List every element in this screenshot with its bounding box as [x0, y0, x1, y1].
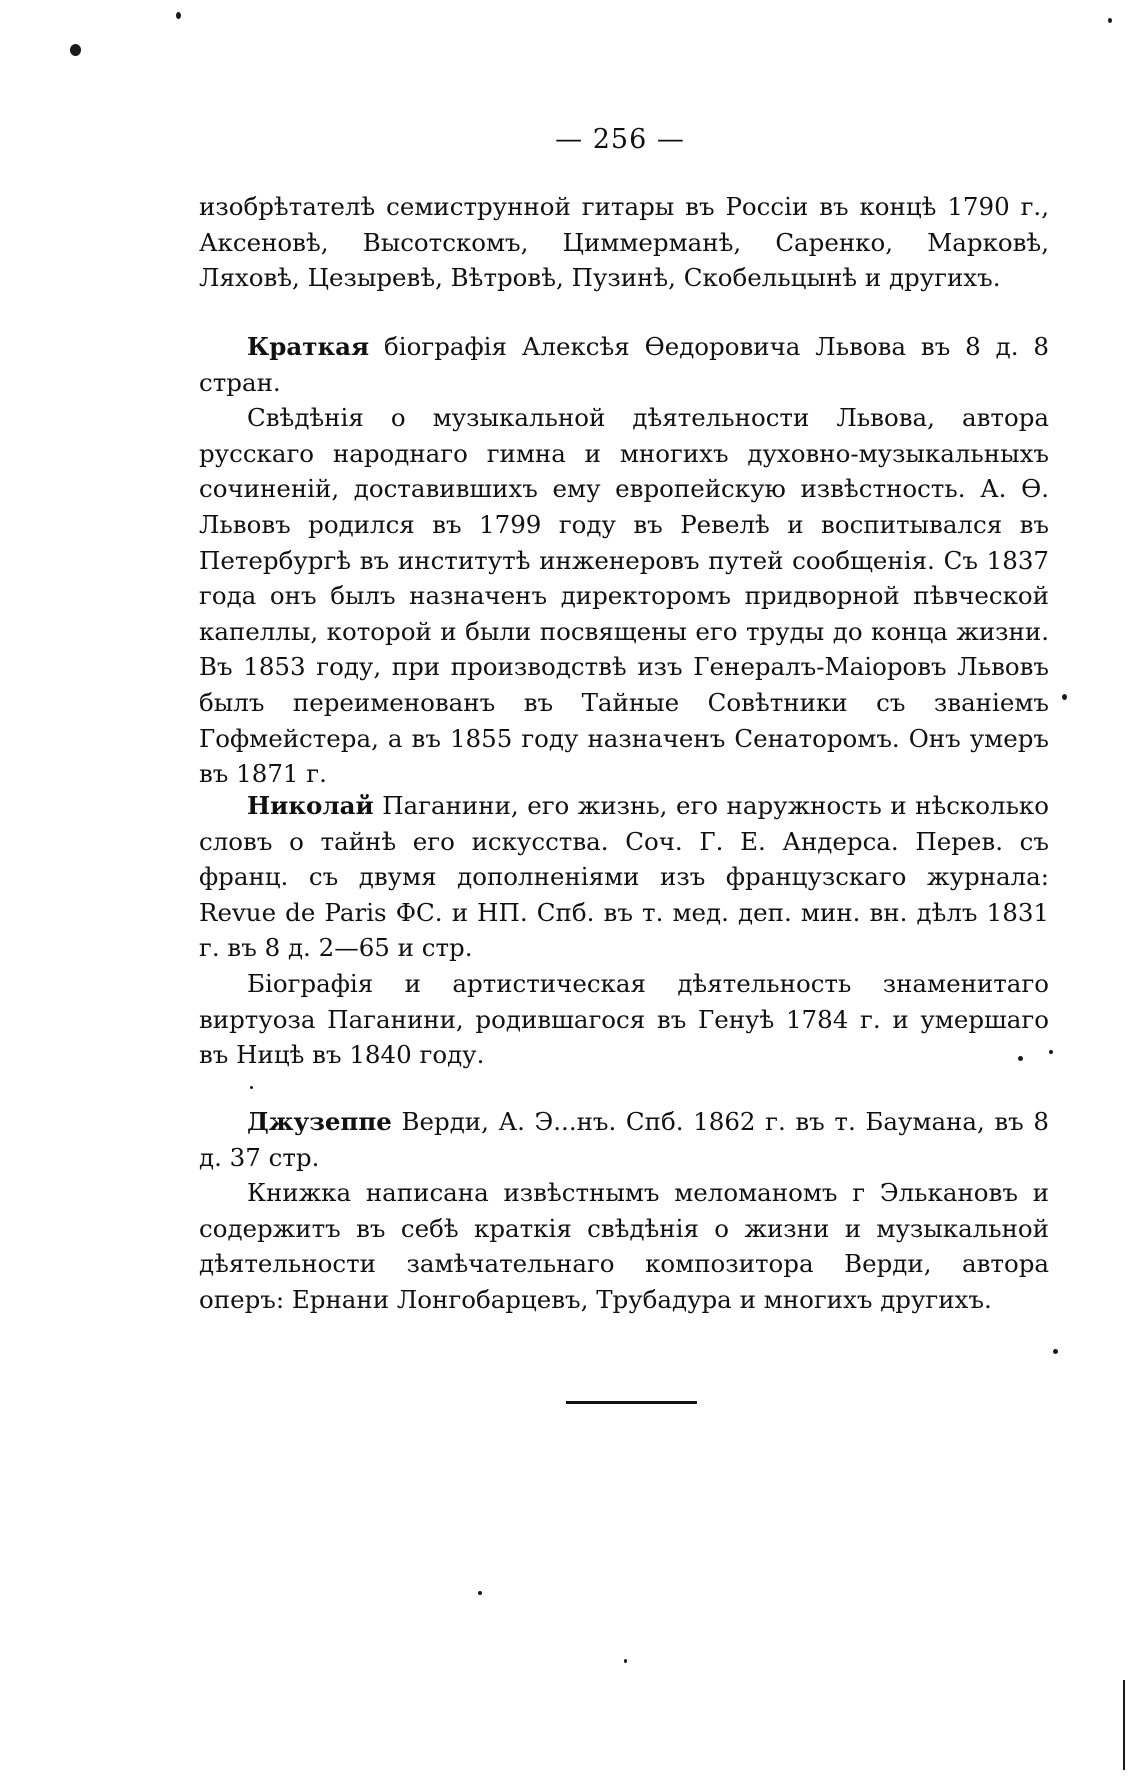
entry-title: Краткая: [247, 332, 370, 361]
entry-citation-text: Верди, А. Э...нъ. Спб. 1862 г. въ т. Баумана, въ 8 д. 37 стр.: [199, 1107, 1049, 1172]
entry-description: Книжка написана извѣстнымъ меломаномъ г Элькановъ и содержитъ въ себѣ краткія свѣдѣнія о жизни и музыкальной дѣятельности замѣчательнаго композитора Верди, автора оперъ: Ернани Лонгобарцевъ, Трубадура и многихъ другихъ.: [199, 1178, 1049, 1314]
entry-lvov-biography: [199, 329, 1049, 792]
scan-speck: [478, 1591, 482, 1595]
entry-verdi: [199, 1104, 1049, 1318]
scan-speck: [1018, 1056, 1023, 1061]
entry-citation-text: біографія Алексѣя Ѳедоровича Львова въ 8 д. 8 стран.: [199, 332, 1049, 397]
entry-title: Джузеппе: [247, 1107, 392, 1136]
entry-citation-text: Паганини, его жизнь, его наружность и нѣсколько словъ о тайнѣ его искусства. Соч. Г. Е. Андерса. Перев. съ франц. съ двумя дополненіями изъ французскаго журнала: Revue de Paris ФС. и НП. Спб. въ т. мед. деп. мин. вн. дѣлъ 1831 г. въ 8 д. 2—65 и стр.: [199, 791, 1049, 963]
section-end-rule: [566, 1401, 697, 1404]
intro-text: изобрѣтателѣ семиструнной гитары въ Россіи въ концѣ 1790 г., Аксеновѣ, Высотскомъ, Циммерманѣ, Саренко, Марковѣ, Ляховѣ, Цезыревѣ, Вѣтровѣ, Пузинѣ, Скобельцынѣ и другихъ.: [199, 192, 1049, 293]
scan-speck: [1108, 18, 1112, 23]
entry-paganini: [199, 788, 1049, 1073]
scan-speck: [1053, 1349, 1058, 1354]
entry-title: Николай: [247, 791, 374, 820]
entry-citation: [199, 788, 1049, 966]
entry-citation: [199, 329, 1049, 400]
entry-citation: [199, 1104, 1049, 1175]
entry-description: Біографія и артистическая дѣятельность знаменитаго виртуоза Паганини, родившагося въ Генуѣ 1784 г. и умершаго въ Ницѣ въ 1840 году.: [199, 968, 1049, 1070]
scan-speck: [176, 12, 181, 19]
scan-speck: [1062, 694, 1067, 700]
intro-paragraph: [199, 189, 1049, 296]
entry-description: Свѣдѣнія о музыкальной дѣятельности Львова, автора русскаго народнаго гимна и многихъ духовно-музыкальныхъ сочиненій, доставившихъ ему европейскую извѣстность. А. Ѳ. Львовъ родился въ 1799 году въ Ревелѣ и воспитывался въ Петербургѣ въ институтѣ инженеровъ путей сообщенія. Съ 1837 года онъ былъ назначенъ директоромъ придворной пѣвческой капеллы, которой и были посвящены его труды до конца жизни. Въ 1853 году, при производствѣ изъ Генералъ-Маіоровъ Львовъ былъ переименованъ въ Тайные Совѣтники съ званіемъ Гофмейстера, а въ 1855 году назначенъ Сенаторомъ. Онъ умеръ въ 1871 г.: [199, 403, 1049, 789]
scan-speck: [70, 44, 81, 56]
scan-speck: [624, 1659, 627, 1663]
scan-speck: [1123, 1680, 1125, 1770]
scan-speck: [1049, 1050, 1053, 1054]
page-number: — 256 —: [555, 124, 685, 155]
scan-speck: [250, 1086, 253, 1089]
